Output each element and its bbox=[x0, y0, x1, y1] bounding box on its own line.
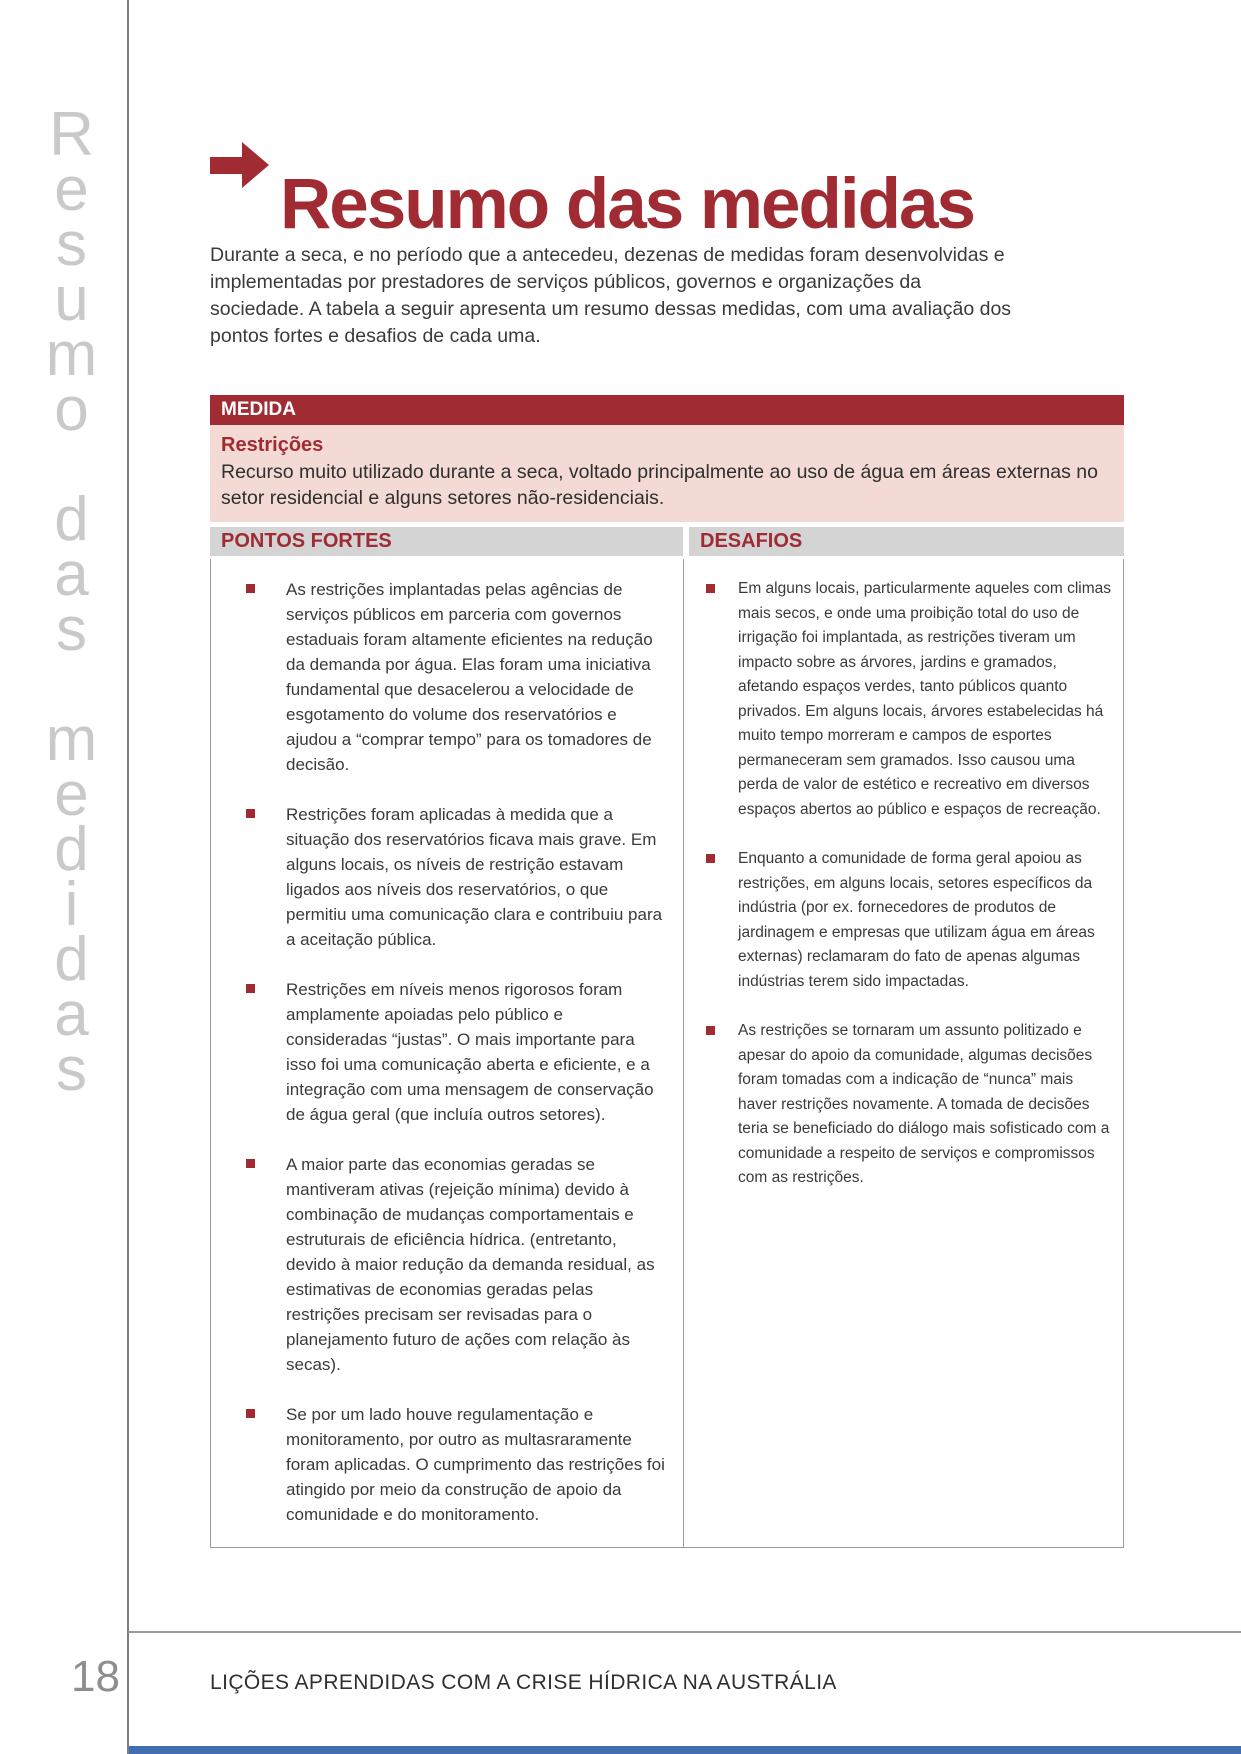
footer-title: LIÇÕES APRENDIDAS COM A CRISE HÍDRICA NA AUSTRÁLIA bbox=[210, 1671, 837, 1694]
list-item-text: As restrições implantadas pelas agências de serviços públicos em parceria com governos estaduais foram altamente eficientes na redução da demanda por água. Elas foram uma iniciativa fundamental que desacelerou a velocidade de esgotamento do volume dos reservatórios e ajudou a “comprar tempo” para os tomadores de decisão. bbox=[286, 580, 653, 774]
table-body bbox=[210, 559, 1124, 1548]
bullet-square-icon bbox=[246, 984, 255, 993]
list-item bbox=[706, 577, 1115, 822]
page-title: Resumo das medidas bbox=[280, 164, 974, 244]
list-item-text: Restrições em níveis menos rigorosos foram amplamente apoiadas pelo público e consideradas “justas”. O mais importante para isso foi uma comunicação aberta e eficiente, e a integração com uma mensagem de conservação de água geral (que incluía outros setores). bbox=[286, 980, 654, 1124]
sidebar-watermark-text: Resumo das medidas bbox=[37, 100, 106, 1090]
bullet-square-icon bbox=[706, 584, 715, 593]
list-item-text: Em alguns locais, particularmente aqueles com climas mais secos, e onde uma proibição total do uso de irrigação foi implantada, as restrições tiveram um impacto sobre as árvores, jardins e gramados, afetando espaços verdes, tanto públicos quanto privados. Em alguns locais, árvores estabelecidas há muito tempo morreram e campos de esportes permaneceram sem gramados. Isso causou uma perda de valor de estético e recreativo em diversos espaços abertos ao público e espaços de recreação. bbox=[738, 580, 1112, 818]
footer-rule bbox=[128, 1631, 1241, 1633]
list-item-text: Enquanto a comunidade de forma geral apoiou as restrições, em alguns locais, setores específicos da indústria (por ex. fornecedores de produtos de jardinagem e empresas que utilizam água em áreas externas) reclamaram do fato de apenas algumas indústrias terem sido impactadas. bbox=[738, 850, 1095, 990]
bullet-square-icon bbox=[706, 1026, 715, 1035]
list-item bbox=[246, 577, 665, 777]
measures-table bbox=[210, 395, 1124, 1548]
column-header-challenges: DESAFIOS bbox=[689, 527, 1124, 556]
bullet-square-icon bbox=[246, 809, 255, 818]
list-item bbox=[246, 802, 665, 952]
arrow-head bbox=[242, 142, 269, 188]
table-header-medida: MEDIDA bbox=[210, 395, 1124, 425]
page-number: 18 bbox=[71, 1652, 120, 1701]
list-item bbox=[246, 977, 665, 1127]
list-item-text: Se por um lado houve regulamentação e monitoramento, por outro as multasraramente foram aplicadas. O cumprimento das restrições foi atingido por meio da construção de apoio da comunidade e do monitoramento. bbox=[286, 1405, 665, 1524]
arrow-right-icon bbox=[210, 142, 270, 188]
challenges-cell bbox=[684, 559, 1123, 1547]
intro-paragraph: Durante a seca, e no período que a antecedeu, dezenas de medidas foram desenvolvidas e implementadas por prestadores de serviços públicos, governos e organizações da sociedade. A tabela a seguir apresenta um resumo dessas medidas, com uma avaliação dos pontos fortes e desafios de cada uma. bbox=[210, 243, 1012, 347]
strengths-cell bbox=[211, 559, 684, 1547]
bullet-square-icon bbox=[246, 584, 255, 593]
measure-name: Restrições bbox=[221, 434, 324, 456]
list-item bbox=[246, 1152, 665, 1377]
bottom-blue-bar bbox=[129, 1746, 1241, 1754]
measure-summary-box bbox=[210, 425, 1124, 522]
list-item bbox=[246, 1402, 665, 1527]
vertical-divider bbox=[127, 0, 129, 1754]
column-header-strengths: PONTOS FORTES bbox=[210, 527, 683, 556]
bullet-square-icon bbox=[246, 1159, 255, 1168]
list-item-text: Restrições foram aplicadas à medida que a situação dos reservatórios ficava mais grave. Em alguns locais, os níveis de restrição estavam ligados aos níveis dos reservatórios, o que permitiu uma comunicação clara e contribuiu para a aceitação pública. bbox=[286, 805, 663, 949]
bullet-square-icon bbox=[706, 854, 715, 863]
list-item bbox=[706, 847, 1115, 994]
list-item bbox=[706, 1019, 1115, 1191]
bullet-square-icon bbox=[246, 1409, 255, 1418]
list-item-text: A maior parte das economias geradas se mantiveram ativas (rejeição mínima) devido à combinação de mudanças comportamentais e estruturais de eficiência hídrica. (entretanto, devido à maior redução da demanda residual, as estimativas de economias geradas pelas restrições precisam ser revisadas para o planejamento futuro de ações com relação às secas). bbox=[286, 1155, 655, 1374]
list-item-text: As restrições se tornaram um assunto politizado e apesar do apoio da comunidade, algumas decisões foram tomadas com a indicação de “nunca” mais haver restrições novamente. A tomada de decisões teria se beneficiado do diálogo mais sofisticado com a comunidade a respeito de serviços e compromissos com as restrições. bbox=[738, 1022, 1110, 1186]
measure-description: Recurso muito utilizado durante a seca, voltado principalmente ao uso de água em áreas externas no setor residencial e alguns setores não-residenciais. bbox=[221, 461, 1098, 509]
column-headers-row bbox=[210, 527, 1124, 556]
arrow-shaft bbox=[210, 157, 242, 174]
